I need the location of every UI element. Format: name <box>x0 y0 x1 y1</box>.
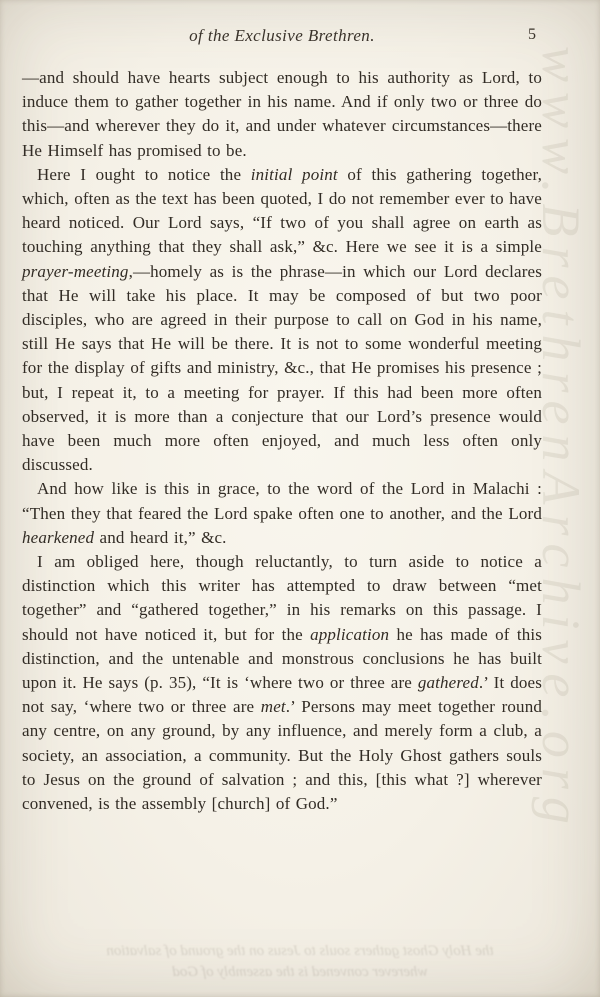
text-run: Here I ought to notice the <box>37 164 251 184</box>
italic-run: hearkened <box>22 527 95 547</box>
paragraph <box>22 550 542 816</box>
text-run: —and should have hearts subject enough to his authority as Lord, to induce them to gather together in his name. And if only two or three do this—and wherever they do it, and under whatever circumstances—there He Himself has promised to be. <box>22 68 542 160</box>
paragraph <box>22 477 542 550</box>
paragraph <box>22 66 542 163</box>
text-run: .’ Persons may meet together round any centre, on any ground, by any influence, and merely form a club, a society, an association, a community. But the Holy Ghost gathers souls to Jesus on the ground of salvation ; and this, [this what ?] wherever convened, is the assembly [church] of God.” <box>22 697 542 814</box>
text-run: .’ It does not say, ‘where two or three are <box>22 673 542 717</box>
text-run: and heard it,” &c. <box>94 527 227 547</box>
text-run: of this gathering together, which, often as the text has been quoted, I do not remember ever to have heard noticed. Our Lord says, “If two of you shall agree on earth as touching anything that they shall ask,” &c. Here we see it is a simple <box>22 164 543 257</box>
page-header <box>22 0 542 46</box>
italic-run: application <box>310 624 390 644</box>
showthrough-line: the Holy Ghost gathers souls to Jesus on the ground of salvation <box>106 943 494 959</box>
italic-run: met <box>260 697 286 717</box>
showthrough-line: wherever convened is the assembly of God <box>172 964 428 980</box>
italic-run: gathered <box>417 673 479 693</box>
text-run: he has made of this distinction, and the untenable and monstrous conclusions he has built upon it. He says (p. 35), “It is ‘where two or three are <box>22 624 543 693</box>
text-block <box>22 66 542 816</box>
text-run: ,—homely as is the phrase—in which our Lord declares that He will take his place. It may be composed of but two poor disciples, who are agreed in their purpose to call on God in his name, still He says that He will be there. It is not to some wonderful meeting for the display of gifts and ministry, &c., that He promises his presence ; but, I repeat it, to a meeting for prayer. If this had been more often observed, it is more than a conjecture that our Lord’s presence would have been much more often enjoyed, and much less often only discussed. <box>22 261 542 475</box>
italic-run: prayer-meeting <box>22 261 129 281</box>
running-header: of the Exclusive Brethren. <box>189 26 375 45</box>
text-run: I am obliged here, though reluctantly, to turn aside to notice a distinction which this writer has attempted to draw between “met together” and “gathered together,” in his remarks on this passage. I should not have noticed it, but for the <box>22 552 542 644</box>
italic-run: initial point <box>250 164 338 184</box>
page-showthrough <box>0 941 600 983</box>
paragraph <box>22 163 542 478</box>
text-run: And how like is this in grace, to the word of the Lord in Malachi : “Then they that feared the Lord spake often one to another, and the Lord <box>22 479 542 523</box>
page-number: 5 <box>528 26 536 43</box>
archive-watermark: www.BrethrenArchive.org <box>531 46 591 834</box>
